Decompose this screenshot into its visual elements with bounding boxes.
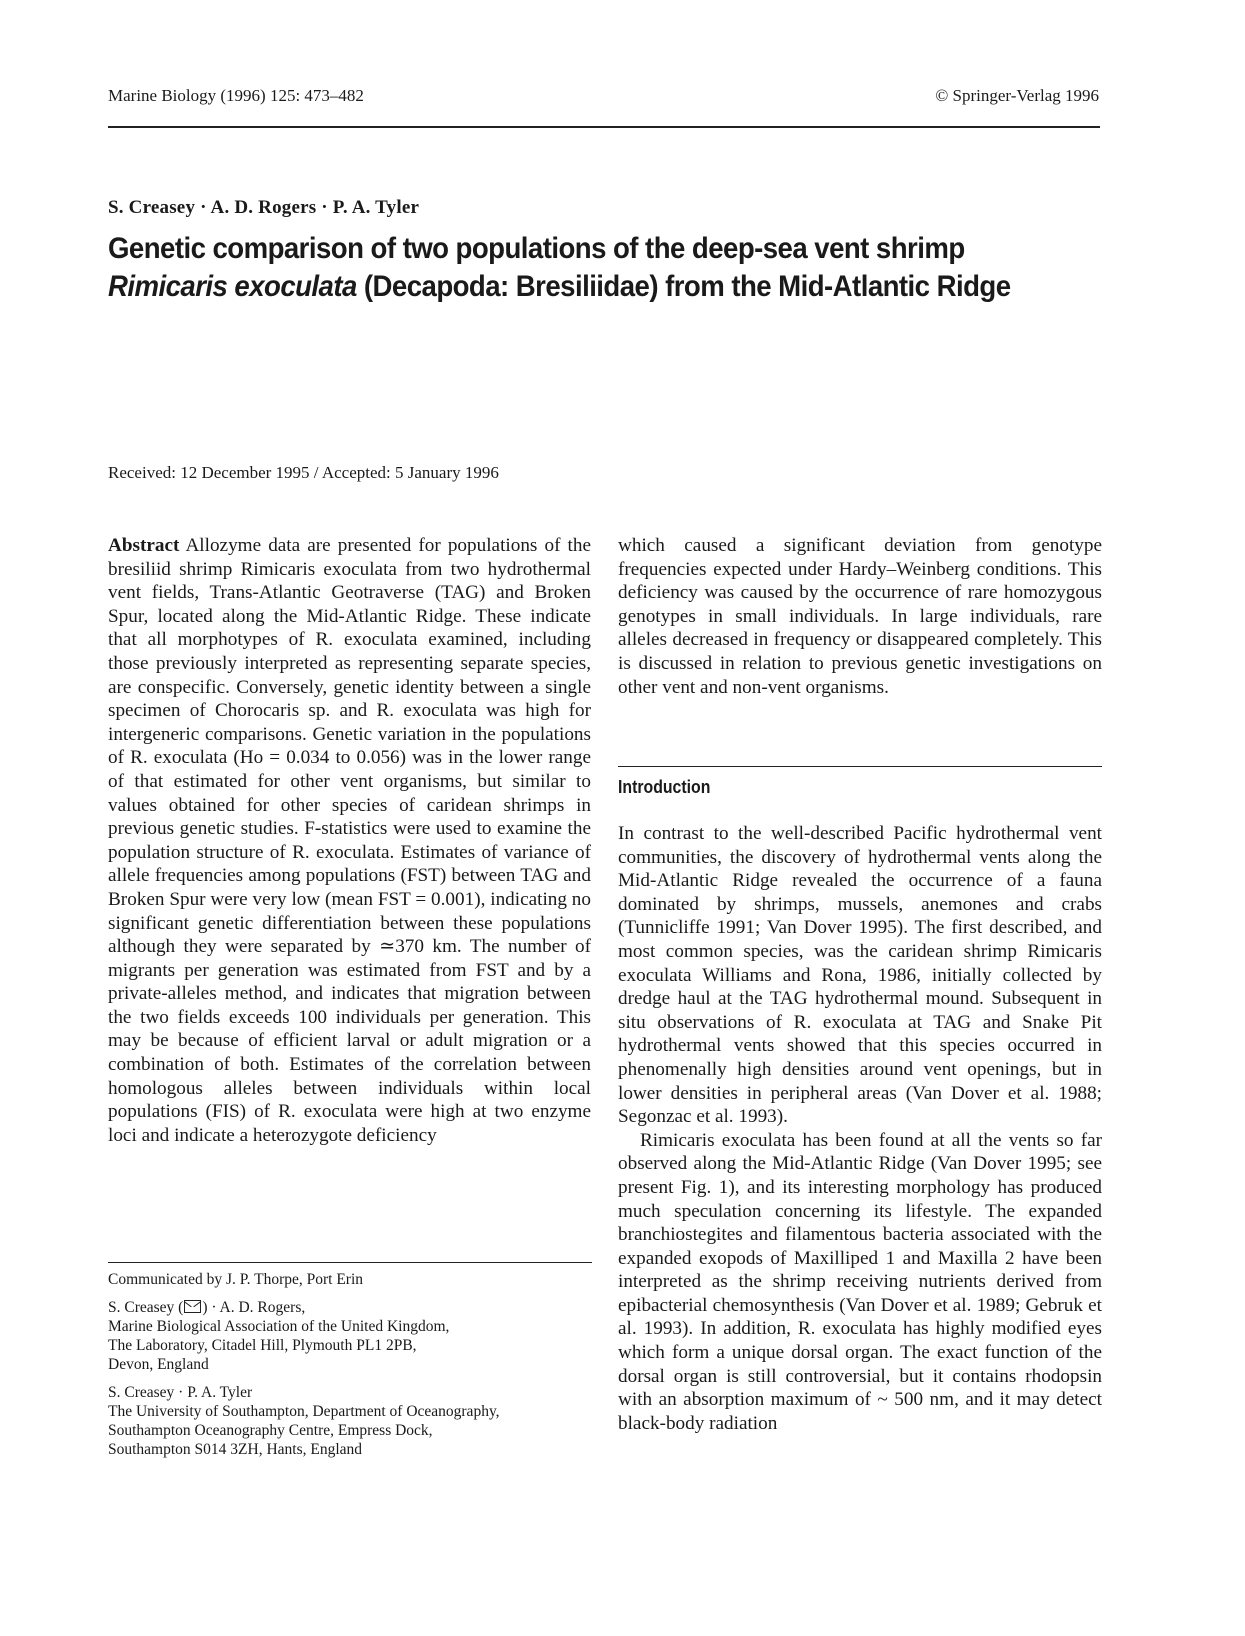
- introduction-body: [618, 822, 1102, 1435]
- article-title: [108, 230, 1028, 306]
- title-line-2: [108, 268, 1028, 306]
- affiliation-2-line-1: The University of Southampton, Department of Oceanography,: [108, 1403, 500, 1420]
- affiliation-2-line-3: Southampton S014 3ZH, Hants, England: [108, 1441, 363, 1458]
- affiliation-2-names: S. Creasey · P. A. Tyler: [108, 1384, 253, 1401]
- footnote-divider: [108, 1262, 592, 1263]
- envelope-icon[interactable]: [184, 1300, 201, 1313]
- abstract-text-right: which caused a significant deviation from genotype frequencies expected under Hardy–Weinberg conditions. This deficiency was caused by the occurrence of rare homozygous genotypes in small individuals. In large individuals, rare alleles decreased in frequency or disappeared completely. This is discussed in relation to previous genetic investigations on other vent and non-vent organisms.: [618, 535, 1102, 698]
- author-list: S. Creasey · A. D. Rogers · P. A. Tyler: [108, 197, 420, 218]
- received-accepted-dates: Received: 12 December 1995 / Accepted: 5 January 1996: [108, 463, 499, 482]
- affiliation-2: [108, 1383, 592, 1459]
- title-line-2-rest: (Decapoda: Bresiliidae) from the Mid-Atlantic Ridge: [356, 270, 1011, 303]
- abstract-column-right: [618, 534, 1102, 699]
- affiliation-1-line-3: Devon, England: [108, 1356, 209, 1373]
- title-line-1: Genetic comparison of two populations of the deep-sea vent shrimp: [108, 232, 965, 265]
- abstract-column-left: [108, 534, 591, 1147]
- abstract-text-left: Allozyme data are presented for populations of the bresiliid shrimp Rimicaris exoculata from two hydrothermal vent fields, Trans-Atlantic Geotraverse (TAG) and Broken Spur, located along the Mid-Atlantic Ridge. These indicate that all morphotypes of R. exoculata examined, including those previously interpreted as representing separate species, are conspecific. Conversely, genetic identity between a single specimen of Chorocaris sp. and R. exoculata was high for intergeneric comparisons. Genetic variation in the populations of R. exoculata (Ho = 0.034 to 0.056) was in the lower range of that estimated for other vent organisms, but similar to values obtained for other species of caridean shrimps in previous genetic studies. F-statistics were used to examine the population structure of R. exoculata. Estimates of variance of allele frequencies among populations (FST) between TAG and Broken Spur were very low (mean FST = 0.001), indicating no significant genetic differentiation between these populations although they were separated by ≃370 km. The number of migrants per generation was estimated from FST and by a private-alleles method, and indicates that migration between the two fields exceeds 100 individuals per generation. This may be because of efficient larval or adult migration or a combination of both. Estimates of the correlation between homologous alleles between individuals within local populations (FIS) of R. exoculata were high at two enzyme loci and indicate a heterozygote deficiency: [108, 535, 591, 1146]
- affiliation-1: [108, 1298, 592, 1374]
- affiliation-1-names-b: ) · A. D. Rogers,: [202, 1299, 306, 1316]
- journal-citation: Marine Biology (1996) 125: 473–482: [108, 86, 364, 105]
- header-divider: [108, 126, 1100, 128]
- affiliation-2-line-2: Southampton Oceanography Centre, Empress Dock,: [108, 1422, 433, 1439]
- introduction-paragraph-1: In contrast to the well-described Pacific hydrothermal vent communities, the discovery of hydrothermal vents along the Mid-Atlantic Ridge revealed the occurrence of a fauna dominated by shrimps, mussels, anemones and crabs (Tunnicliffe 1991; Van Dover 1995). The first described, and most common species, was the caridean shrimp Rimicaris exoculata Williams and Rona, 1986, initially collected by dredge haul at the TAG hydrothermal mound. Subsequent in situ observations of R. exoculata at TAG and Snake Pit hydrothermal vents showed that this species occurred in phenomenally high densities around vent openings, but in lower densities in peripheral areas (Van Dover et al. 1988; Segonzac et al. 1993).: [618, 823, 1102, 1128]
- footnotes: [108, 1270, 592, 1468]
- affiliation-1-names-a: S. Creasey (: [108, 1299, 184, 1316]
- copyright-notice: © Springer-Verlag 1996: [935, 86, 1099, 105]
- affiliation-1-line-1: Marine Biological Association of the United Kingdom,: [108, 1318, 450, 1335]
- abstract-label: Abstract: [108, 535, 180, 556]
- abstract-paragraph: [108, 534, 591, 1147]
- communicated-by: Communicated by J. P. Thorpe, Port Erin: [108, 1271, 364, 1288]
- introduction-paragraph-2: Rimicaris exoculata has been found at all the vents so far observed along the Mid-Atlantic Ridge (Van Dover 1995; see present Fig. 1), and its interesting morphology has produced much speculation concerning its lifestyle. The expanded branchiostegites and filamentous bacteria associated with the expanded exopods of Maxilliped 1 and Maxilla 2 have been interpreted as the shrimp receiving nutrients derived from epibacterial chemosynthesis (Van Dover et al. 1989; Gebruk et al. 1993). In addition, R. exoculata has highly modified eyes which form a unique dorsal organ. The exact function of the dorsal organ is still controversial, but it contains rhodopsin with an absorption maximum of ~ 500 nm, and it may detect black-body radiation: [618, 1129, 1102, 1434]
- introduction-divider: [618, 766, 1102, 767]
- title-species: Rimicaris exoculata: [108, 270, 357, 303]
- introduction-heading: Introduction: [618, 777, 711, 797]
- affiliation-1-line-2: The Laboratory, Citadel Hill, Plymouth PL1 2PB,: [108, 1337, 417, 1354]
